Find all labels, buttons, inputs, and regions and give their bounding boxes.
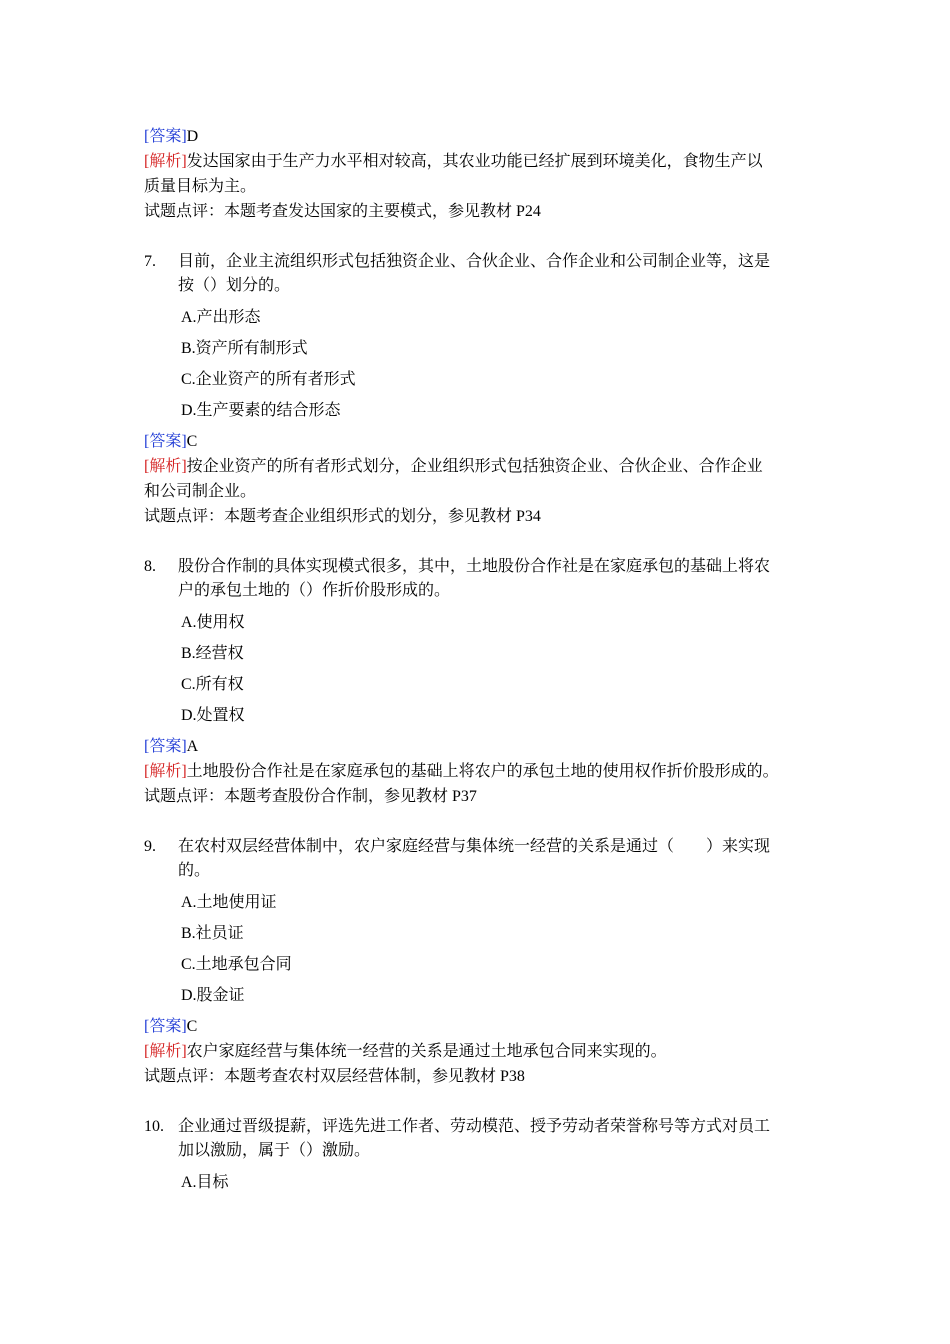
analysis-line bbox=[144, 1040, 667, 1064]
analysis-tag: [解析] bbox=[144, 763, 187, 780]
answer-line bbox=[144, 1015, 197, 1039]
option-a: A.目标 bbox=[181, 1174, 229, 1191]
comment-line: 试题点评：本题考查发达国家的主要模式，参见教材 P24 bbox=[144, 203, 541, 220]
question-stem-line: 企业通过晋级提薪，评选先进工作者、劳动模范、授予劳动者荣誉称号等方式对员工 bbox=[178, 1118, 771, 1135]
question-stem-line: 股份合作制的具体实现模式很多，其中，土地股份合作社是在家庭承包的基础上将农 bbox=[178, 558, 771, 575]
question-number: 7. bbox=[144, 253, 156, 270]
answer-tag: [答案] bbox=[144, 1018, 187, 1035]
analysis-text: 发达国家由于生产力水平相对较高，其农业功能已经扩展到环境美化，食物生产以 bbox=[186, 153, 763, 170]
question-stem bbox=[178, 1115, 808, 1163]
question-stem bbox=[178, 250, 808, 298]
option-c: C.所有权 bbox=[181, 676, 244, 693]
option-d: D.生产要素的结合形态 bbox=[181, 402, 341, 419]
question-number: 10. bbox=[144, 1118, 164, 1135]
analysis-line bbox=[144, 760, 779, 784]
analysis-tag: [解析] bbox=[144, 1043, 187, 1060]
analysis-continuation: 质量目标为主。 bbox=[144, 178, 257, 195]
analysis-continuation: 和公司制企业。 bbox=[144, 483, 257, 500]
option-d: D.处置权 bbox=[181, 707, 245, 724]
option-a: A.使用权 bbox=[181, 614, 245, 631]
analysis-text: 土地股份合作社是在家庭承包的基础上将农户的承包土地的使用权作折价股形成的。 bbox=[186, 763, 779, 780]
answer-value: C bbox=[186, 433, 198, 450]
comment-line: 试题点评：本题考查企业组织形式的划分，参见教材 P34 bbox=[144, 508, 541, 525]
analysis-tag: [解析] bbox=[144, 458, 187, 475]
option-d: D.股金证 bbox=[181, 987, 245, 1004]
option-b: B.社员证 bbox=[181, 925, 244, 942]
answer-value: D bbox=[186, 128, 199, 145]
answer-line bbox=[144, 735, 198, 759]
question-stem-line: 加以激励，属于（）激励。 bbox=[178, 1142, 371, 1159]
answer-value: A bbox=[186, 738, 199, 755]
answer-tag: [答案] bbox=[144, 738, 187, 755]
question-stem-line: 按（）划分的。 bbox=[178, 277, 291, 294]
option-a: A.土地使用证 bbox=[181, 894, 277, 911]
analysis-tag: [解析] bbox=[144, 153, 187, 170]
question-stem-line: 的。 bbox=[178, 862, 211, 879]
question-stem bbox=[178, 835, 808, 883]
question-stem-line: 户的承包土地的（）作折价股形成的。 bbox=[178, 582, 451, 599]
option-a: A.产出形态 bbox=[181, 309, 261, 326]
analysis-text: 农户家庭经营与集体统一经营的关系是通过土地承包合同来实现的。 bbox=[186, 1043, 667, 1060]
answer-value: C bbox=[186, 1018, 198, 1035]
question-number: 8. bbox=[144, 558, 156, 575]
analysis-line bbox=[144, 455, 763, 479]
option-c: C.土地承包合同 bbox=[181, 956, 292, 973]
answer-tag: [答案] bbox=[144, 433, 187, 450]
option-c: C.企业资产的所有者形式 bbox=[181, 371, 356, 388]
comment-line: 试题点评：本题考查农村双层经营体制，参见教材 P38 bbox=[144, 1068, 525, 1085]
option-b: B.资产所有制形式 bbox=[181, 340, 308, 357]
analysis-text: 按企业资产的所有者形式划分，企业组织形式包括独资企业、合伙企业、合作企业 bbox=[186, 458, 763, 475]
answer-line bbox=[144, 125, 198, 149]
option-b: B.经营权 bbox=[181, 645, 244, 662]
comment-line: 试题点评：本题考查股份合作制，参见教材 P37 bbox=[144, 788, 477, 805]
answer-tag: [答案] bbox=[144, 128, 187, 145]
analysis-line bbox=[144, 150, 763, 174]
question-number: 9. bbox=[144, 838, 156, 855]
question-stem-line: 目前，企业主流组织形式包括独资企业、合伙企业、合作企业和公司制企业等，这是 bbox=[178, 253, 771, 270]
answer-line bbox=[144, 430, 197, 454]
question-stem-line: 在农村双层经营体制中，农户家庭经营与集体统一经营的关系是通过（ ）来实现 bbox=[178, 838, 771, 855]
question-stem bbox=[178, 555, 808, 603]
